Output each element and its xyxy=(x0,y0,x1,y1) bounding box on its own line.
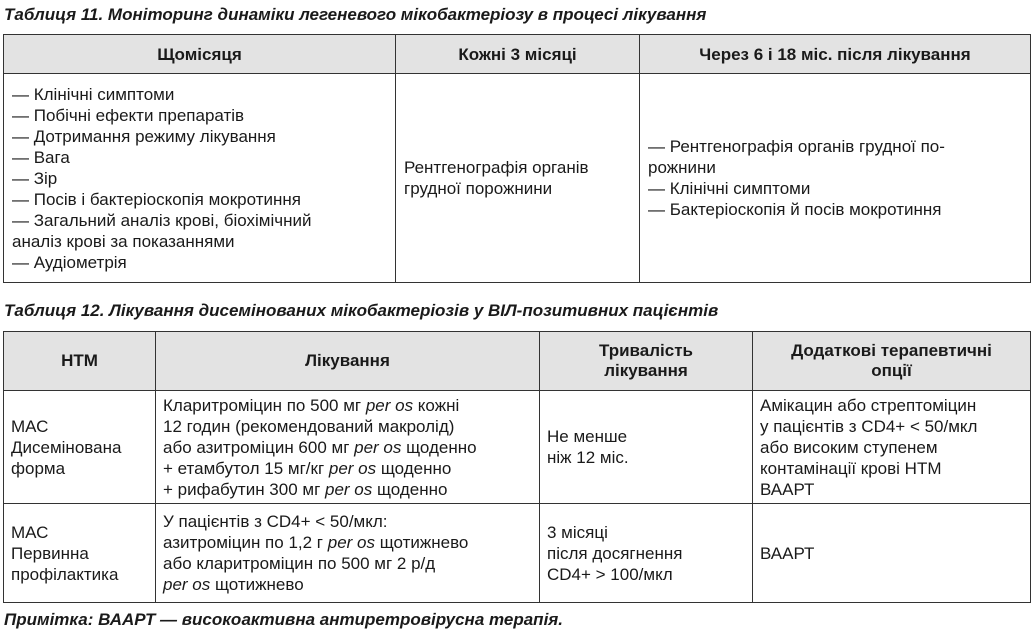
ntm-cell xyxy=(4,504,156,603)
header-every-3-months: Кожні 3 місяці xyxy=(396,35,640,74)
table11-caption: Таблиця 11. Моніторинг динаміки легеневого мікобактеріозу в процесі лікування xyxy=(4,5,707,24)
treatment-cell xyxy=(156,391,540,504)
header-monthly: Щомісяця xyxy=(4,35,396,74)
cell-line: 12 годин (рекомендований макролід) xyxy=(163,416,455,436)
cell-line: + рифабутин 300 мг per os щоденно xyxy=(163,479,448,499)
list-item: — Вага xyxy=(12,147,70,167)
cell-line: або високим ступенем xyxy=(760,437,938,457)
list-item: — Клінічні симптоми xyxy=(12,84,175,104)
list-item: — Побічні ефекти препаратів xyxy=(12,105,245,125)
monitoring-table xyxy=(3,34,1031,283)
table-header-row xyxy=(4,35,1031,74)
cell-line: Первинна xyxy=(11,543,89,563)
table-row xyxy=(4,504,1031,603)
monthly-cell xyxy=(4,74,396,283)
header-options-line: Додаткові терапевтичні xyxy=(791,341,992,360)
cell-line: МАС xyxy=(11,522,49,542)
list-item: рожнини xyxy=(648,158,716,177)
cell-line: + етамбутол 15 мг/кг per os щоденно xyxy=(163,458,452,478)
treatment-cell xyxy=(156,504,540,603)
header-options xyxy=(753,332,1031,391)
list-item: — Дотримання режиму лікування xyxy=(12,126,276,146)
table-row xyxy=(4,391,1031,504)
cell-line: у пацієнтів з CD4+ < 50/мкл xyxy=(760,416,978,436)
ntm-cell xyxy=(4,391,156,504)
cell-text: грудної порожнини xyxy=(404,179,553,198)
options-cell xyxy=(753,504,1031,603)
list-item: — Загальний аналіз крові, біохімічний xyxy=(12,210,312,230)
table12-caption: Таблиця 12. Лікування дисемінованих мікобактеріозів у ВІЛ-позитивних пацієнтів xyxy=(4,301,719,320)
table-row xyxy=(4,74,1031,283)
list-item: — Рентгенографія органів грудної по- xyxy=(648,137,945,156)
list-item: — Аудіометрія xyxy=(12,252,127,272)
every-3-months-cell xyxy=(396,74,640,283)
header-duration-line: Тривалість xyxy=(598,341,693,360)
cell-line: per os щотижнево xyxy=(163,575,304,594)
cell-line: Амікацин або стрептоміцин xyxy=(760,395,977,415)
header-ntm: НТМ xyxy=(4,332,156,391)
cell-line: профілактика xyxy=(11,564,119,584)
header-options-line: опції xyxy=(871,361,912,380)
cell-line: або кларитроміцин по 500 мг 2 р/д xyxy=(163,554,436,573)
cell-line: ВААРТ xyxy=(760,479,815,499)
list-item: — Клінічні симптоми xyxy=(648,179,811,198)
cell-line: У пацієнтів з CD4+ < 50/мкл: xyxy=(163,512,388,531)
cell-line: форма xyxy=(11,458,66,478)
header-duration-line: лікування xyxy=(604,361,688,380)
cell-line: МАС xyxy=(11,416,49,436)
cell-line: контамінації крові НТМ xyxy=(760,458,942,478)
cell-line: після досягнення xyxy=(547,543,683,563)
cell-line: Кларитроміцин по 500 мг per os кожні xyxy=(163,395,460,415)
header-duration xyxy=(540,332,753,391)
cell-line: 3 місяці xyxy=(547,522,608,542)
header-treatment: Лікування xyxy=(156,332,540,391)
cell-line: азитроміцин по 1,2 г per os щотижнево xyxy=(163,533,469,552)
footnote: Примітка: ВААРТ — високоактивна антиретровірусна терапія. xyxy=(4,610,564,629)
list-item: — Бактеріоскопія й посів мокротиння xyxy=(648,200,942,219)
list-item: аналіз крові за показаннями xyxy=(12,231,235,251)
cell-line: або азитроміцин 600 мг per os щоденно xyxy=(163,437,477,457)
cell-line: CD4+ > 100/мкл xyxy=(547,564,673,584)
list-item: — Посів і бактеріоскопія мокротиння xyxy=(12,189,301,209)
cell-line: ніж 12 міс. xyxy=(547,448,629,467)
cell-text: Рентгенографія органів xyxy=(404,158,589,177)
options-cell xyxy=(753,391,1031,504)
cell-line: Дисемінована xyxy=(11,437,122,457)
after-treatment-cell xyxy=(640,74,1031,283)
treatment-table xyxy=(3,331,1031,603)
duration-cell xyxy=(540,391,753,504)
cell-line: Не менше xyxy=(547,427,628,446)
cell-line: ВААРТ xyxy=(760,543,815,563)
header-after-treatment: Через 6 і 18 міс. після лікування xyxy=(640,35,1031,74)
table-header-row xyxy=(4,332,1031,391)
list-item: — Зір xyxy=(12,168,58,188)
duration-cell xyxy=(540,504,753,603)
